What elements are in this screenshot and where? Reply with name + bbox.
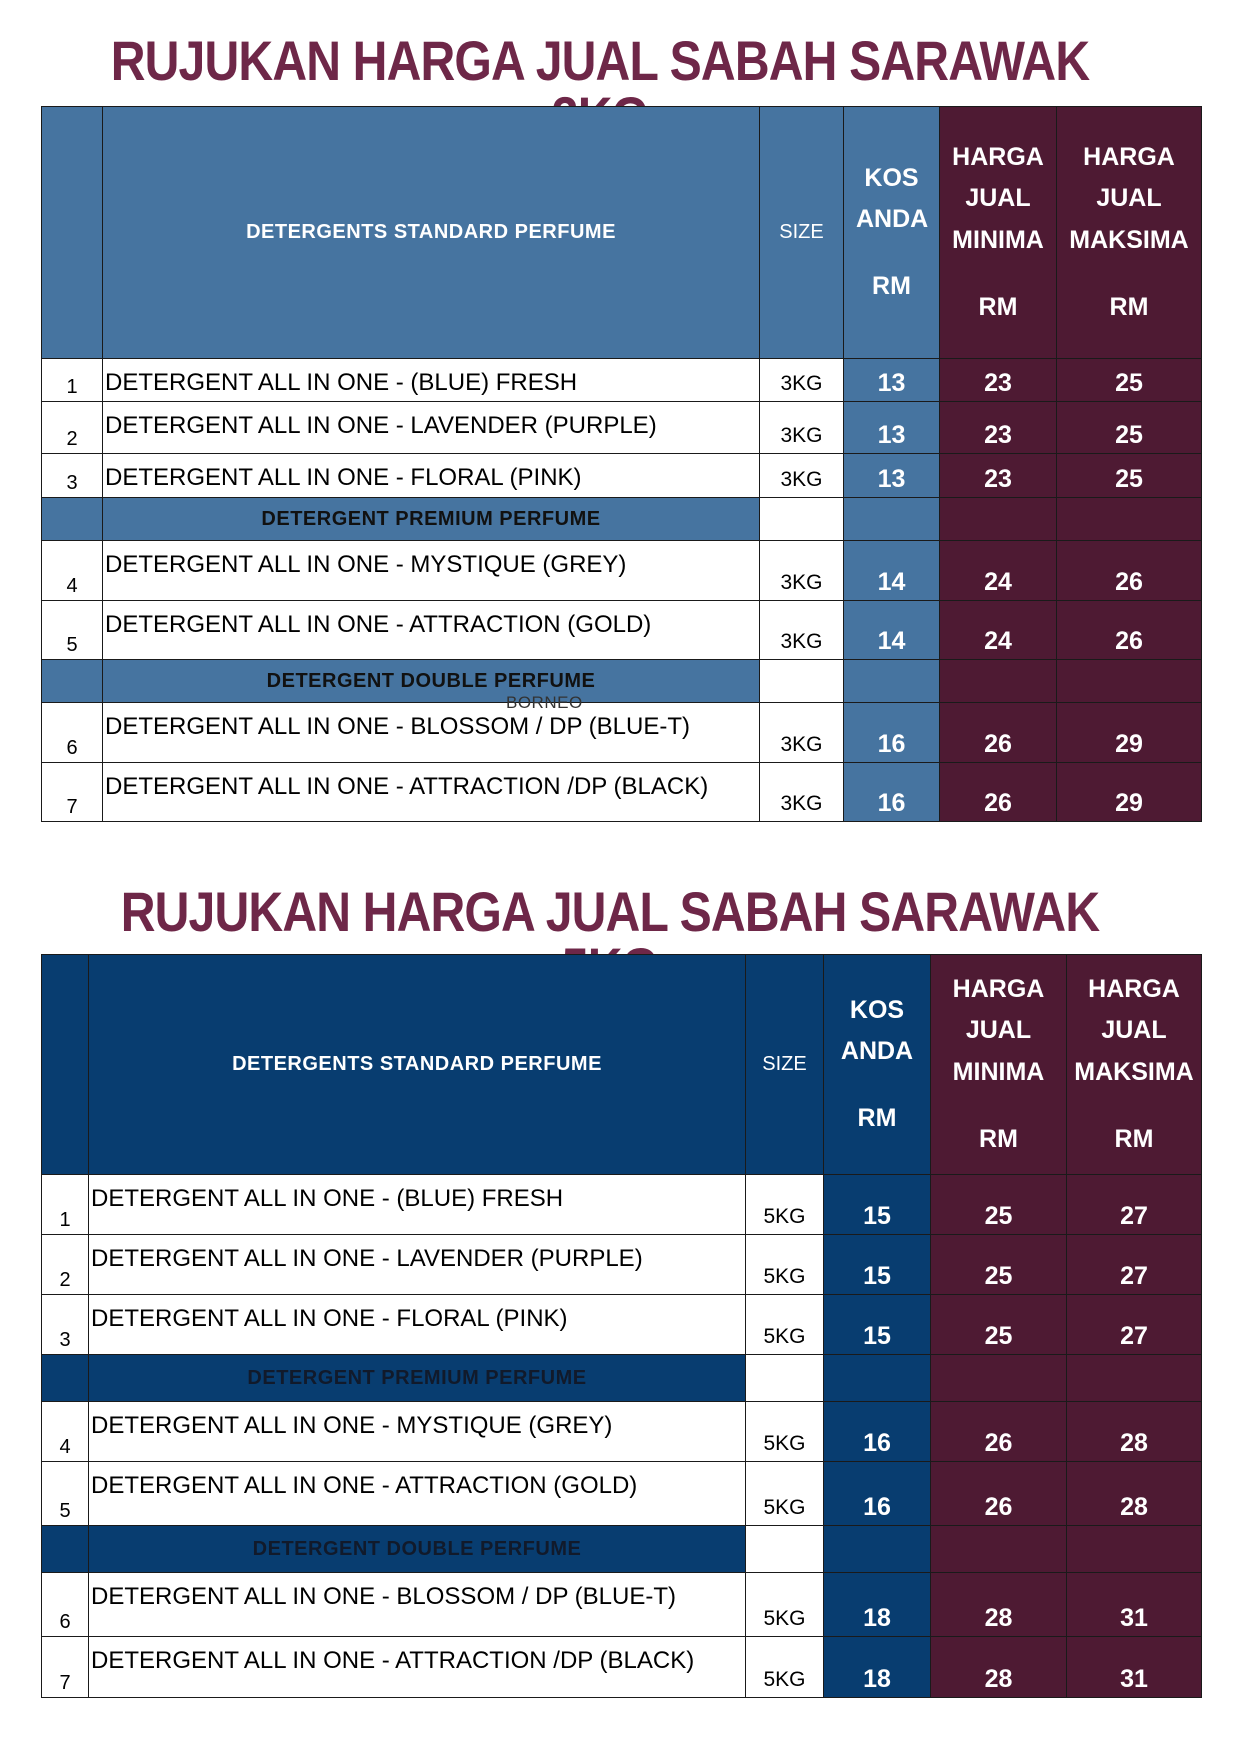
section-blank-cell	[42, 498, 103, 541]
section-blank-cell	[1057, 498, 1202, 541]
table-row	[42, 601, 1202, 660]
table-row	[42, 1573, 1202, 1637]
kos-anda-price: 15	[824, 1175, 931, 1235]
row-number: 5	[42, 1462, 89, 1526]
harga-minima-price: 26	[931, 1462, 1067, 1526]
header-harga-jual-maksima	[1057, 107, 1202, 359]
price-table-5kg	[41, 954, 1202, 1698]
product-name: DETERGENT ALL IN ONE - MYSTIQUE (GREY)	[89, 1402, 746, 1462]
product-size: 3KG	[760, 454, 844, 498]
row-number: 3	[42, 1295, 89, 1355]
table-row	[42, 1295, 1202, 1355]
product-size: 3KG	[760, 402, 844, 454]
row-number: 6	[42, 1573, 89, 1637]
table-header-row	[42, 107, 1202, 359]
harga-maksima-price: 27	[1067, 1175, 1202, 1235]
header-kos-currency: RM	[857, 1104, 897, 1133]
product-size: 3KG	[760, 359, 844, 402]
row-number: 2	[42, 402, 103, 454]
section-blank-cell	[760, 660, 844, 703]
section-blank-cell	[1067, 1355, 1202, 1402]
table-row	[42, 359, 1202, 402]
row-number: 4	[42, 1402, 89, 1462]
harga-maksima-price: 27	[1067, 1235, 1202, 1295]
product-name: DETERGENT ALL IN ONE - FLORAL (PINK)	[103, 454, 760, 498]
header-product-heading: DETERGENTS STANDARD PERFUME	[89, 955, 746, 1175]
harga-minima-price: 26	[940, 763, 1057, 822]
section-blank-cell	[1057, 660, 1202, 703]
page-title-5kg: RUJUKAN HARGA JUAL SABAH SARAWAK	[120, 880, 1100, 943]
harga-minima-price: 25	[931, 1295, 1067, 1355]
section-heading: DETERGENT DOUBLE PERFUME	[89, 1526, 746, 1573]
kos-anda-price: 15	[824, 1295, 931, 1355]
header-minima-label: HARGA JUAL MINIMA	[952, 143, 1044, 254]
table-row	[42, 1175, 1202, 1235]
price-table-3kg	[41, 106, 1202, 822]
kos-anda-price: 16	[844, 763, 940, 822]
product-size: 3KG	[760, 541, 844, 601]
header-size-label: SIZE	[760, 107, 844, 359]
kos-anda-price: 13	[844, 454, 940, 498]
header-number-cell	[42, 107, 103, 359]
section-blank-cell	[824, 1526, 931, 1573]
header-maksima-currency: RM	[1114, 1124, 1154, 1153]
kos-anda-price: 13	[844, 402, 940, 454]
header-minima-currency: RM	[978, 292, 1018, 321]
product-name: DETERGENT ALL IN ONE - FLORAL (PINK)	[89, 1295, 746, 1355]
header-maksima-label: HARGA JUAL MAKSIMA	[1074, 975, 1194, 1086]
page-title-3kg: RUJUKAN HARGA JUAL SABAH SARAWAK	[110, 29, 1090, 92]
header-maksima-currency: RM	[1109, 292, 1149, 321]
product-size: 5KG	[746, 1462, 824, 1526]
harga-minima-price: 23	[940, 359, 1057, 402]
row-number: 4	[42, 541, 103, 601]
header-kos-label: KOS ANDA	[840, 995, 914, 1065]
section-blank-cell	[940, 660, 1057, 703]
table-row	[42, 454, 1202, 498]
product-name: DETERGENT ALL IN ONE - LAVENDER (PURPLE)	[103, 402, 760, 454]
row-number: 5	[42, 601, 103, 660]
harga-minima-price: 26	[940, 703, 1057, 763]
product-name: DETERGENT ALL IN ONE - LAVENDER (PURPLE)	[89, 1235, 746, 1295]
kos-anda-price: 18	[824, 1573, 931, 1637]
harga-maksima-price: 29	[1057, 703, 1202, 763]
harga-maksima-price: 28	[1067, 1462, 1202, 1526]
harga-maksima-price: 25	[1057, 402, 1202, 454]
product-name: DETERGENT ALL IN ONE - ATTRACTION (GOLD)	[89, 1462, 746, 1526]
header-minima-label: HARGA JUAL MINIMA	[952, 975, 1045, 1086]
table-row	[42, 402, 1202, 454]
harga-minima-price: 28	[931, 1637, 1067, 1698]
kos-anda-price: 13	[844, 359, 940, 402]
section-blank-cell	[1067, 1526, 1202, 1573]
table-row	[42, 541, 1202, 601]
harga-maksima-price: 27	[1067, 1295, 1202, 1355]
product-name: DETERGENT ALL IN ONE - MYSTIQUE (GREY)	[103, 541, 760, 601]
section-blank-cell	[931, 1355, 1067, 1402]
section-blank-cell	[940, 498, 1057, 541]
header-kos-anda	[844, 107, 940, 359]
product-name: DETERGENT ALL IN ONE - ATTRACTION /DP (BLACK)	[103, 763, 760, 822]
harga-maksima-price: 31	[1067, 1573, 1202, 1637]
header-harga-jual-minima	[940, 107, 1057, 359]
table-row	[42, 1235, 1202, 1295]
product-size: 3KG	[760, 703, 844, 763]
harga-minima-price: 23	[940, 454, 1057, 498]
watermark-text: BORNEO	[506, 693, 583, 712]
harga-minima-price: 24	[940, 601, 1057, 660]
row-number: 6	[42, 703, 103, 763]
kos-anda-price: 15	[824, 1235, 931, 1295]
row-number: 7	[42, 763, 103, 822]
section-heading-row	[42, 1526, 1202, 1573]
section-heading-row	[42, 498, 1202, 541]
harga-maksima-price: 26	[1057, 601, 1202, 660]
kos-anda-price: 14	[844, 601, 940, 660]
header-kos-label: KOS ANDA	[856, 163, 929, 233]
harga-maksima-price: 26	[1057, 541, 1202, 601]
product-size: 5KG	[746, 1295, 824, 1355]
kos-anda-price: 14	[844, 541, 940, 601]
row-number: 1	[42, 1175, 89, 1235]
section-heading-row	[42, 1355, 1202, 1402]
section-blank-cell	[746, 1355, 824, 1402]
harga-maksima-price: 29	[1057, 763, 1202, 822]
harga-minima-price: 23	[940, 402, 1057, 454]
product-size: 5KG	[746, 1402, 824, 1462]
kos-anda-price: 16	[824, 1462, 931, 1526]
product-size: 3KG	[760, 601, 844, 660]
harga-minima-price: 24	[940, 541, 1057, 601]
product-size: 5KG	[746, 1235, 824, 1295]
section-blank-cell	[42, 660, 103, 703]
harga-maksima-price: 25	[1057, 359, 1202, 402]
kos-anda-price: 18	[824, 1637, 931, 1698]
section-heading: DETERGENT PREMIUM PERFUME	[89, 1355, 746, 1402]
product-size: 5KG	[746, 1637, 824, 1698]
row-number: 2	[42, 1235, 89, 1295]
harga-minima-price: 25	[931, 1175, 1067, 1235]
header-number-cell	[42, 955, 89, 1175]
table-row	[42, 1462, 1202, 1526]
header-product-heading: DETERGENTS STANDARD PERFUME	[103, 107, 760, 359]
harga-maksima-price: 28	[1067, 1402, 1202, 1462]
header-kos-anda	[824, 955, 931, 1175]
section-blank-cell	[844, 660, 940, 703]
product-size: 5KG	[746, 1573, 824, 1637]
kos-anda-price: 16	[844, 703, 940, 763]
harga-maksima-price: 25	[1057, 454, 1202, 498]
section-blank-cell	[844, 498, 940, 541]
product-size: 5KG	[746, 1175, 824, 1235]
kos-anda-price: 16	[824, 1402, 931, 1462]
product-name: DETERGENT ALL IN ONE - (BLUE) FRESH	[103, 359, 760, 402]
product-name: DETERGENT ALL IN ONE - ATTRACTION (GOLD)	[103, 601, 760, 660]
product-name: DETERGENT ALL IN ONE - ATTRACTION /DP (BLACK)	[89, 1637, 746, 1698]
header-maksima-label: HARGA JUAL MAKSIMA	[1069, 143, 1189, 254]
section-blank-cell	[760, 498, 844, 541]
section-blank-cell	[824, 1355, 931, 1402]
section-blank-cell	[931, 1526, 1067, 1573]
product-name: DETERGENT ALL IN ONE - BLOSSOM / DP (BLUE-T)	[103, 703, 760, 763]
section-heading: DETERGENT PREMIUM PERFUME	[103, 498, 760, 541]
harga-minima-price: 26	[931, 1402, 1067, 1462]
harga-minima-price: 25	[931, 1235, 1067, 1295]
product-size: 3KG	[760, 763, 844, 822]
harga-minima-price: 28	[931, 1573, 1067, 1637]
section-blank-cell	[746, 1526, 824, 1573]
row-number: 1	[42, 359, 103, 402]
row-number: 7	[42, 1637, 89, 1698]
section-blank-cell	[42, 1526, 89, 1573]
table-row	[42, 763, 1202, 822]
table-header-row	[42, 955, 1202, 1175]
header-harga-jual-minima	[931, 955, 1067, 1175]
section-heading: DETERGENT DOUBLE PERFUME	[103, 660, 760, 703]
section-heading-row	[42, 660, 1202, 703]
product-name: DETERGENT ALL IN ONE - (BLUE) FRESH	[89, 1175, 746, 1235]
table-row	[42, 703, 1202, 763]
header-kos-currency: RM	[872, 272, 911, 301]
section-blank-cell	[42, 1355, 89, 1402]
product-name: DETERGENT ALL IN ONE - BLOSSOM / DP (BLUE-T)	[89, 1573, 746, 1637]
table-row	[42, 1637, 1202, 1698]
table-row	[42, 1402, 1202, 1462]
header-harga-jual-maksima	[1067, 955, 1202, 1175]
row-number: 3	[42, 454, 103, 498]
header-size-label: SIZE	[746, 955, 824, 1175]
header-minima-currency: RM	[979, 1124, 1018, 1153]
harga-maksima-price: 31	[1067, 1637, 1202, 1698]
